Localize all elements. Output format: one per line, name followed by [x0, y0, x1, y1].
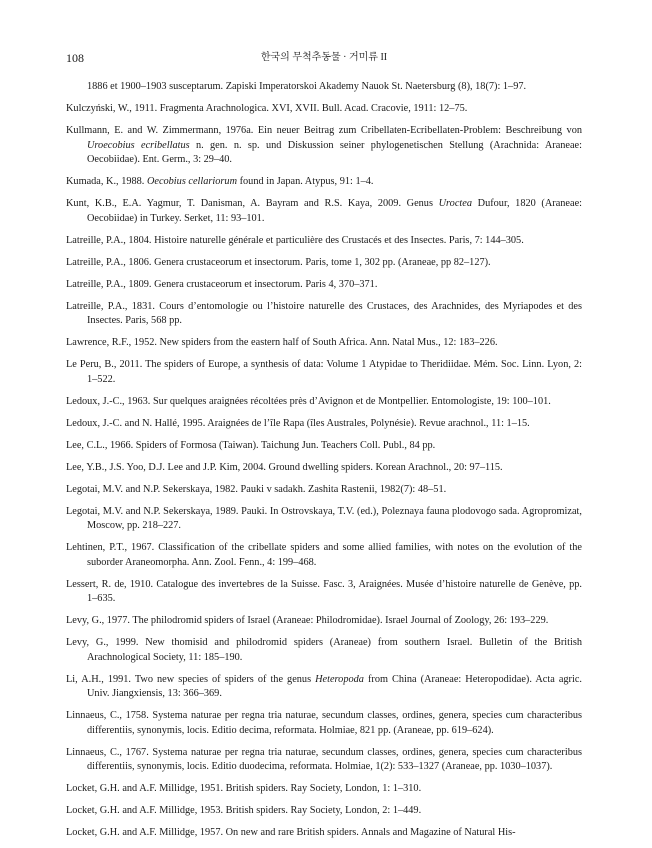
reference-entry	[66, 102, 582, 117]
reference-entry	[66, 358, 582, 387]
reference-text: Latreille, P.A., 1806. Genera crustaceorum et insectorum. Paris, tome 1, 302 pp. (Araneae, pp 82–127).	[66, 256, 491, 268]
reference-continuation	[66, 80, 582, 95]
reference-text: Levy, G., 1999. New thomisid and philodromid spiders (Araneae) from southern Israel. Bulletin of the British Arachnological Society, 11: 185–190.	[66, 637, 582, 663]
reference-text: Locket, G.H. and A.F. Millidge, 1957. On new and rare British spiders. Annals and Magazine of Natural His-	[66, 827, 516, 838]
reference-text: Legotai, M.V. and N.P. Sekerskaya, 1982. Pauki v sadakh. Zashita Rastenii, 1982(7): 48–51.	[66, 483, 447, 495]
reference-entry	[66, 505, 582, 534]
reference-entry	[66, 483, 582, 498]
reference-entry	[66, 782, 582, 797]
reference-text: Lehtinen, P.T., 1967. Classification of the cribellate spiders and some allied families, with notes on the evolution of the suborder Araneomorpha. Ann. Zool. Fenn., 4: 199–468.	[66, 542, 582, 568]
reference-entry	[66, 395, 582, 410]
reference-text: Latreille, P.A., 1804. Histoire naturelle générale et particulière des Crustacés et des Insectes. Paris, 7: 144–305.	[66, 234, 524, 246]
reference-text: Legotai, M.V. and N.P. Sekerskaya, 1989. Pauki. In Ostrovskaya, T.V. (ed.), Poleznaya fauna plodovogo sada. Agropromizat, Moscow, pp. 218–227.	[66, 505, 582, 531]
reference-entry	[66, 636, 582, 665]
species-name: Heteropoda	[315, 673, 364, 685]
reference-list	[66, 80, 582, 848]
reference-text: n. gen. n. sp. und Diskussion seiner phylogenetischen Stellung (Arachnida: Araneae: Oecobiidae). Ent. Germ., 3: 29–40.	[87, 139, 582, 165]
page-header	[66, 50, 582, 66]
reference-entry	[66, 826, 582, 841]
reference-entry	[66, 124, 582, 168]
reference-text: Lawrence, R.F., 1952. New spiders from the eastern half of South Africa. Ann. Natal Mus., 12: 183–226.	[66, 337, 498, 348]
reference-text: Latreille, P.A., 1809. Genera crustaceorum et insectorum. Paris 4, 370–371.	[66, 278, 378, 290]
species-name: Uroecobius ecribellatus	[87, 139, 190, 151]
reference-text: Latreille, P.A., 1831. Cours d’entomologie ou l’histoire naturelle des Crustaces, des Arachnides, des Myriapodes et des Insectes. Paris, 568 pp.	[66, 300, 582, 326]
page-number: 108	[66, 51, 84, 65]
reference-entry	[66, 804, 582, 819]
reference-text: Locket, G.H. and A.F. Millidge, 1951. British spiders. Ray Society, London, 1: 1–310.	[66, 783, 422, 794]
reference-entry	[66, 336, 582, 351]
reference-entry	[66, 439, 582, 454]
reference-text: Kulczyński, W., 1911. Fragmenta Arachnologica. XVI, XVII. Bull. Acad. Cracovie, 1911: 12–75.	[66, 103, 468, 114]
reference-entry	[66, 578, 582, 607]
reference-text: Locket, G.H. and A.F. Millidge, 1953. British spiders. Ray Society, London, 2: 1–449.	[66, 805, 422, 816]
reference-text: Linnaeus, C., 1758. Systema naturae per regna tria naturae, secundum classes, ordines, genera, species cum characteribus differentiis, synonymis, locis. Editio decima, reformata. Holmiae, 821 pp. (Araneae, pp. 619–624).	[66, 710, 582, 736]
reference-entry	[66, 300, 582, 329]
reference-entry	[66, 197, 582, 226]
reference-text: Lee, Y.B., J.S. Yoo, D.J. Lee and J.P. Kim, 2004. Ground dwelling spiders. Korean Arachnol., 20: 97–115.	[66, 461, 503, 473]
reference-text: Lee, C.L., 1966. Spiders of Formosa (Taiwan). Taichung Jun. Teachers Coll. Publ., 84 pp.	[66, 439, 436, 451]
reference-text: Levy, G., 1977. The philodromid spiders of Israel (Araneae: Philodromidae). Israel Journal of Zoology, 26: 193–229.	[66, 615, 549, 626]
species-name: Uroctea	[438, 198, 472, 209]
reference-text: Linnaeus, C., 1767. Systema naturae per regna tria naturae, secundum classes, ordines, genera, species cum characteribus differentiis, synonymis, locis. Editio duodecima, reformata. Holmiae, 1(2): 533–1327 (Araneae, pp. 1030–1037).	[66, 746, 582, 772]
reference-text: Lessert, R. de, 1910. Catalogue des invertebres de la Suisse. Fasc. 3, Araignées. Musée d’histoire naturelle de Genève, pp. 1–635.	[66, 578, 582, 604]
reference-entry	[66, 234, 582, 249]
reference-text: Dufour, 1820 (Araneae: Oecobiidae) in Turkey. Serket, 11: 93–101.	[87, 198, 582, 224]
reference-text: from China (Araneae: Heteropodidae). Acta agric. Univ. Jiangxiensis, 13: 366–369.	[87, 673, 582, 699]
species-name: Oecobius cellariorum	[146, 176, 238, 187]
reference-text: 1886 et 1900–1903 susceptarum. Zapiski Imperatorskoi Akademy Nauok St. Naetersburg (8), 18(7): 1–97.	[87, 81, 527, 92]
reference-text: Kumada, K., 1988.	[66, 176, 147, 187]
reference-entry	[66, 175, 582, 190]
reference-entry	[66, 746, 582, 775]
reference-entry	[66, 541, 582, 570]
reference-entry	[66, 709, 582, 738]
reference-entry	[66, 417, 582, 432]
reference-entry	[66, 673, 582, 702]
reference-text: Kunt, K.B., E.A. Yagmur, T. Danisman, A. Bayram and R.S. Kaya, 2009. Genus	[66, 198, 439, 209]
reference-text: Li, A.H., 1991. Two new species of spiders of the genus	[66, 673, 316, 685]
reference-text: Kullmann, E. and W. Zimmermann, 1976a. Ein neuer Beitrag zum Cribellaten-Ecribellaten-Problem: Beschreibung von	[66, 125, 582, 136]
reference-text: found in Japan. Atypus, 91: 1–4.	[237, 176, 374, 187]
reference-entry	[66, 461, 582, 476]
reference-text: Ledoux, J.-C., 1963. Sur quelques araignées récoltées près d’Avignon et de Montpellier. Entomologiste, 19: 100–101.	[66, 395, 551, 407]
reference-entry	[66, 614, 582, 629]
reference-text: Le Peru, B., 2011. The spiders of Europe, a synthesis of data: Volume 1 Atypidae to Theridiidae. Mém. Soc. Linn. Lyon, 2: 1–522.	[66, 359, 582, 385]
reference-text: Ledoux, J.-C. and N. Hallé, 1995. Araignées de l’île Rapa (îles Australes, Polynésie). Revue arachnol., 11: 1–15.	[66, 417, 530, 429]
reference-entry	[66, 256, 582, 271]
reference-entry	[66, 278, 582, 293]
running-title: 한국의 무척추동물 · 거미류 II	[260, 52, 388, 63]
